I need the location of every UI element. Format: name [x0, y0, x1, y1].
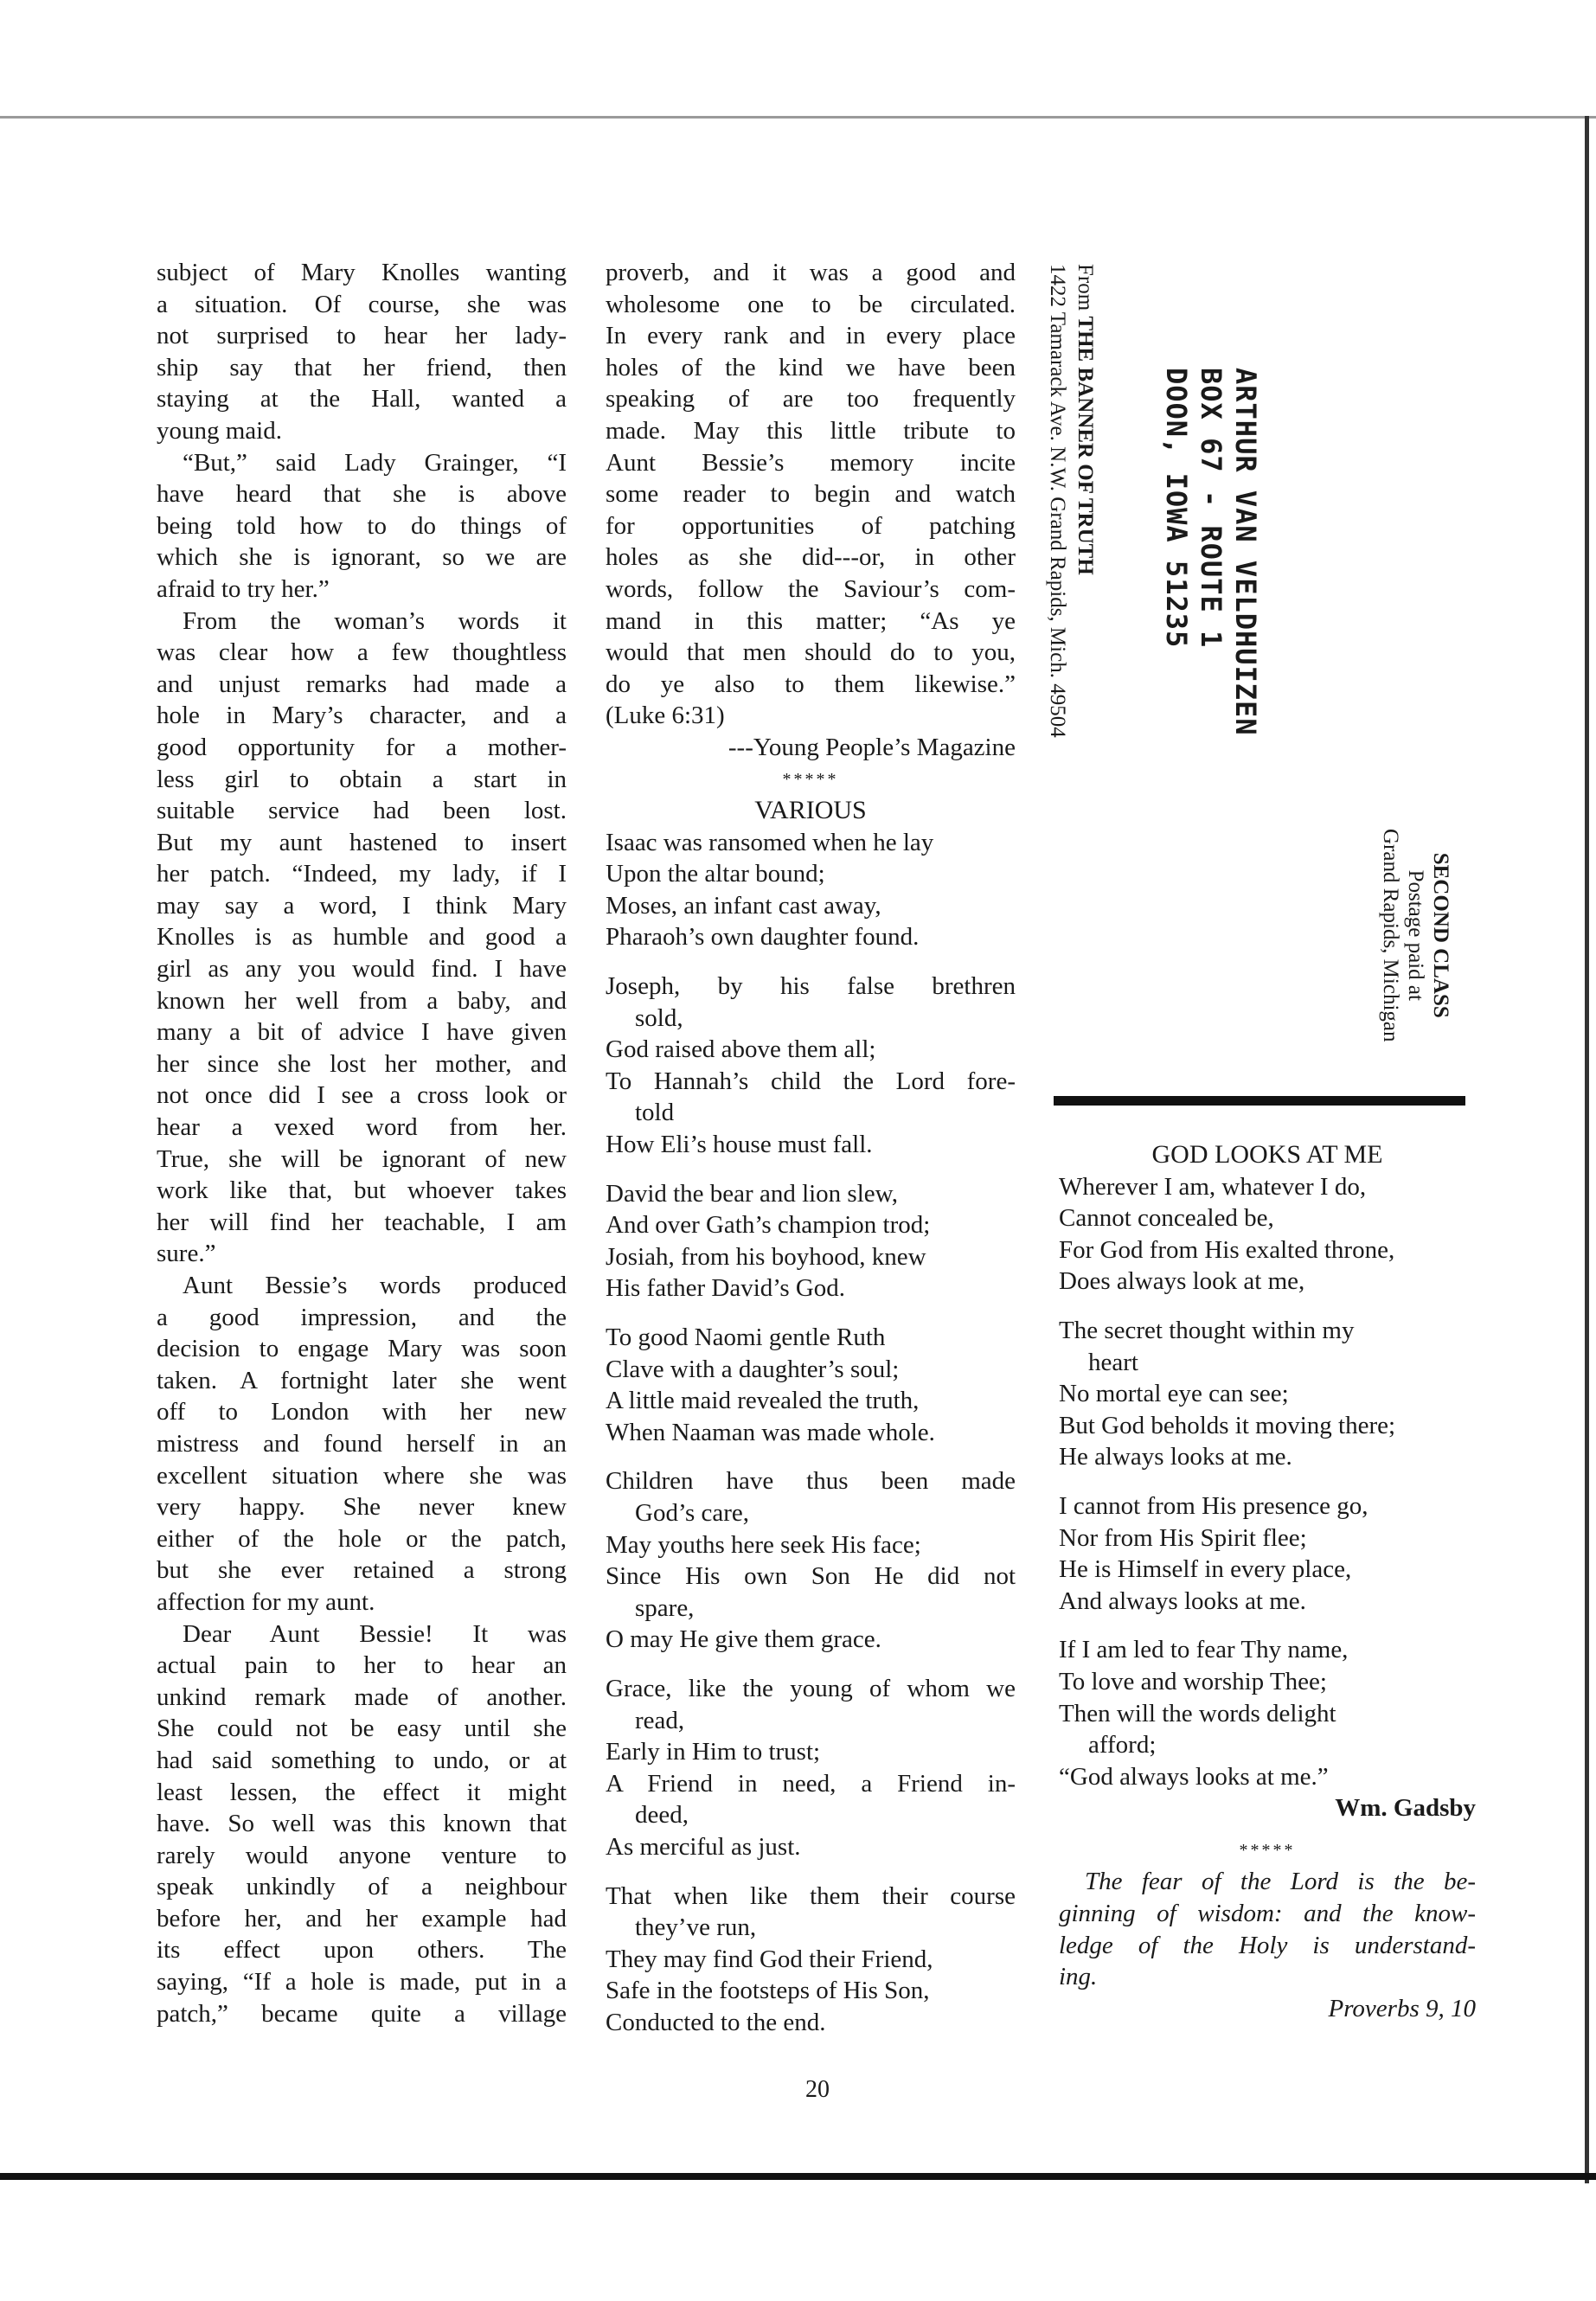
text-line: many a bit of advice I have given	[157, 1018, 567, 1047]
text-line: decision to engage Mary was soon	[157, 1335, 567, 1363]
poem-line: Isaac was ransomed when he lay	[606, 828, 934, 856]
text-line: ing.	[1059, 1963, 1098, 1991]
text-line: affection for my aunt.	[157, 1587, 375, 1616]
poem-line: Moses, an infant cast away,	[606, 891, 881, 920]
poem-line: Children have thus been made	[606, 1467, 1016, 1496]
text-line: afraid to try her.”	[157, 574, 330, 603]
return-address	[1043, 264, 1099, 738]
poem-line: A Friend in need, a Friend in-	[606, 1769, 1016, 1798]
postage-class: SECOND CLASS	[1429, 852, 1452, 1018]
publisher-address: 1422 Tamarack Ave. N.W. Grand Rapids, Mich. 49504	[1046, 264, 1069, 738]
recipient-line: DOON, IOWA 51235	[1160, 368, 1193, 649]
poem-line: The secret thought within my	[1059, 1316, 1355, 1344]
text-line: speak unkindly of a neighbour	[157, 1873, 567, 1901]
poem-line: Conducted to the end.	[606, 2008, 826, 2036]
poem-line: O may He give them grace.	[606, 1625, 881, 1654]
text-line: which she is ignorant, so we are	[157, 543, 567, 572]
poem-line: Grace, like the young of whom we	[606, 1674, 1016, 1702]
text-line: not surprised to hear her lady-	[157, 322, 567, 350]
text-line: was clear how a few thoughtless	[157, 638, 567, 667]
text-line: She could not be easy until she	[157, 1715, 567, 1743]
text-line: Dear Aunt Bessie! It was	[183, 1619, 567, 1648]
poem-line: To love and worship Thee;	[1059, 1667, 1327, 1695]
poem-line: afford;	[1088, 1731, 1157, 1759]
poem-line: His father David’s God.	[606, 1274, 846, 1303]
poem-line: God raised above them all;	[606, 1035, 876, 1064]
poem-line: To good Naomi gentle Ruth	[606, 1324, 886, 1351]
text-line: girl as any you would find. I have	[157, 955, 567, 984]
poem-line: And over Gath’s champion trod;	[606, 1211, 931, 1240]
text-line: staying at the Hall, wanted a	[157, 385, 567, 413]
mailing-divider-bar	[1054, 1096, 1465, 1106]
text-line: “But,” said Lady Grainger, “I	[183, 448, 567, 477]
stanza	[1059, 1315, 1476, 1473]
text-line: off to London with her new	[157, 1398, 567, 1426]
poem-line: Nor from His Spirit flee;	[1059, 1523, 1307, 1552]
recipient-line: ARTHUR VAN VELDHUIZEN	[1229, 368, 1262, 736]
text-line: good opportunity for a mother-	[157, 733, 567, 761]
text-line: ---Young People’s Magazine	[727, 733, 1016, 761]
postage-indicia	[1378, 829, 1453, 1042]
text-line: either of the hole or the patch,	[157, 1524, 567, 1553]
text-line: But my aunt hastened to insert	[157, 828, 567, 856]
text-line: may say a word, I think Mary	[157, 891, 567, 920]
text-line: mand in this matter; “As ye	[606, 606, 1016, 635]
poem-title-various: VARIOUS	[754, 796, 867, 825]
text-line: saying, “If a hole is made, put in a	[157, 1968, 567, 1997]
text-line: words, follow the Saviour’s com-	[606, 574, 1016, 603]
text-line: suitable service had been lost.	[157, 797, 567, 825]
poem-line: But God beholds it moving there;	[1059, 1411, 1396, 1439]
text-line: but she ever retained a strong	[157, 1556, 567, 1585]
text-line: would that men should do to you,	[606, 638, 1016, 667]
column-story-end-and-poem	[606, 257, 1016, 2038]
poem-line: “God always looks at me.”	[1059, 1762, 1329, 1791]
proverb-reference: Proverbs 9, 10	[1328, 1994, 1476, 2022]
stanza	[606, 1881, 1016, 2039]
text-line: and unjust remarks had made a	[157, 670, 567, 698]
text-line: sure.”	[157, 1240, 216, 1268]
text-line: holes of the kind we have been	[606, 353, 1016, 381]
text-line: unkind remark made of another.	[157, 1682, 567, 1711]
text-line: her patch. “Indeed, my lady, if I	[157, 860, 567, 888]
text-line: do ye also to them likewise.”	[606, 670, 1016, 698]
poem-line: He always looks at me.	[1059, 1443, 1292, 1471]
text-line: hear a vexed word from her.	[157, 1113, 567, 1142]
text-line: patch,” became quite a village	[157, 1999, 567, 2028]
poem-god-looks-at-me	[1059, 1171, 1476, 1793]
text-line: True, she will be ignorant of new	[157, 1144, 567, 1173]
text-line: young maid.	[157, 416, 282, 445]
poem-line: God’s care,	[635, 1498, 750, 1527]
poem-line: Wherever I am, whatever I do,	[1059, 1172, 1367, 1201]
text-line: Knolles is as humble and good a	[157, 923, 567, 952]
text-line: her will find her teachable, I am	[157, 1208, 567, 1236]
text-line: hole in Mary’s character, and a	[157, 702, 567, 730]
text-line: ginning of wisdom: and the know-	[1059, 1900, 1476, 1928]
poem-line: A little maid revealed the truth,	[606, 1387, 920, 1415]
publisher-name: THE BANNER OF TRUTH	[1074, 316, 1097, 575]
text-line: made. May this little tribute to	[606, 416, 1016, 445]
text-line: work like that, but whoever takes	[157, 1176, 567, 1205]
text-line: mistress and found herself in an	[157, 1429, 567, 1458]
text-line: least lessen, the effect it might	[157, 1778, 567, 1806]
text-line: before her, and her example had	[157, 1904, 567, 1932]
poem-title-god-looks: GOD LOOKS AT ME	[1151, 1140, 1383, 1169]
separator-stars: *****	[782, 769, 839, 789]
text-line: her since she lost her mother, and	[157, 1049, 567, 1078]
text-line: not once did I see a cross look or	[157, 1081, 567, 1110]
text-line: Aunt Bessie’s memory incite	[606, 448, 1016, 477]
page-right-border	[1585, 116, 1589, 2183]
stanza	[606, 971, 1016, 1161]
poem-line: Clave with a daughter’s soul;	[606, 1355, 900, 1383]
postage-line: Postage paid at	[1404, 869, 1427, 1001]
poem-line: Then will the words delight	[1059, 1699, 1336, 1727]
poem-line: He is Himself in every place,	[1059, 1555, 1352, 1584]
text-line: In every rank and in every place	[606, 322, 1016, 350]
poem-line: Safe in the footsteps of His Son,	[606, 1977, 930, 2005]
poem-line: Early in Him to trust;	[606, 1738, 821, 1766]
text-line: actual pain to her to hear an	[157, 1651, 567, 1680]
text-line: being told how to do things of	[157, 511, 567, 540]
text-line: Aunt Bessie’s words produced	[183, 1272, 567, 1299]
poem-line: they’ve run,	[635, 1913, 757, 1942]
text-line: rarely would anyone venture to	[157, 1841, 567, 1869]
text-line: From the woman’s words it	[183, 606, 567, 635]
stanza	[606, 827, 1016, 953]
text-line: subject of Mary Knolles wanting	[157, 259, 567, 286]
text-line: for opportunities of patching	[606, 511, 1016, 540]
stanza	[606, 1673, 1016, 1863]
poem-line: Pharaoh’s own daughter found.	[606, 923, 920, 952]
text-line: its effect upon others. The	[157, 1936, 567, 1965]
page-bottom-border	[0, 2173, 1596, 2180]
page-number: 20	[805, 2076, 830, 2103]
poem-line: I cannot from His presence go,	[1059, 1491, 1368, 1520]
text-line: holes as she did---or, in other	[606, 543, 1016, 572]
text-line: known her well from a baby, and	[157, 986, 567, 1015]
text-line: less girl to obtain a start in	[157, 765, 567, 793]
poem-line: They may find God their Friend,	[606, 1945, 933, 1973]
stanza	[606, 1465, 1016, 1656]
stanza	[1059, 1634, 1476, 1792]
poem-line: How Eli’s house must fall.	[606, 1131, 873, 1159]
poem-line: Joseph, by his false brethren	[606, 972, 1016, 1001]
poem-line: Cannot concealed be,	[1059, 1204, 1274, 1233]
text-line: a good impression, and the	[157, 1303, 567, 1331]
text-line: speaking of are too frequently	[606, 385, 1016, 413]
column-story	[157, 257, 567, 2029]
page-top-border	[0, 116, 1596, 119]
poem-line: Since His own Son He did not	[606, 1562, 1016, 1591]
poem-line: May youths here seek His face;	[606, 1530, 921, 1559]
stanza	[1059, 1490, 1476, 1617]
poem-line: deed,	[635, 1801, 689, 1830]
poem-line: heart	[1088, 1348, 1138, 1376]
story-conclusion	[606, 257, 1016, 764]
text-line: The fear of the Lord is the be-	[1085, 1868, 1476, 1896]
text-line: have heard that she is above	[157, 480, 567, 509]
text-line: a situation. Of course, she was	[157, 290, 567, 318]
text-line: have. So well was this known that	[157, 1810, 567, 1838]
poem-line: And always looks at me.	[1059, 1586, 1306, 1615]
poem-line: Upon the altar bound;	[606, 860, 825, 888]
column-god-looks	[1059, 1139, 1476, 2024]
poem-line: Josiah, from his boyhood, knew	[606, 1242, 926, 1271]
poem-various	[606, 827, 1016, 2039]
separator-stars: *****	[1239, 1840, 1296, 1860]
text-line: very happy. She never knew	[157, 1493, 567, 1522]
stanza	[1059, 1171, 1476, 1298]
poem-line: As merciful as just.	[606, 1832, 801, 1861]
text-line: proverb, and it was a good and	[606, 259, 1016, 286]
text-line: had said something to undo, or at	[157, 1746, 567, 1774]
text-line: excellent situation where she was	[157, 1461, 567, 1490]
postage-line: Grand Rapids, Michigan	[1379, 829, 1402, 1042]
poem-line: If I am led to fear Thy name,	[1059, 1636, 1349, 1664]
poem-line: spare,	[635, 1593, 695, 1622]
recipient-address-label	[1159, 368, 1263, 736]
text-line: (Luke 6:31)	[606, 702, 725, 730]
text-line: some reader to begin and watch	[606, 480, 1016, 509]
proverb-quote	[1059, 1866, 1476, 1992]
text-line: ship say that her friend, then	[157, 353, 567, 381]
text-line: ledge of the Holy is understand-	[1059, 1931, 1476, 1959]
from-prefix: From	[1074, 264, 1097, 311]
poem-line: No mortal eye can see;	[1059, 1380, 1289, 1408]
stanza	[606, 1178, 1016, 1304]
stanza	[606, 1322, 1016, 1448]
recipient-line: BOX 67 - ROUTE 1	[1195, 368, 1227, 649]
poem-line: told	[635, 1099, 675, 1127]
poem-line: To Hannah’s child the Lord fore-	[606, 1067, 1016, 1095]
text-line: taken. A fortnight later she went	[157, 1366, 567, 1394]
poem-line: Does always look at me,	[1059, 1267, 1305, 1296]
poem-line: David the bear and lion slew,	[606, 1179, 898, 1208]
poem-line: sold,	[635, 1003, 683, 1032]
poem-author: Wm. Gadsby	[1335, 1794, 1476, 1823]
poem-line: For God from His exalted throne,	[1059, 1235, 1395, 1264]
poem-line: When Naaman was made whole.	[606, 1418, 935, 1446]
poem-line: That when like them their course	[606, 1881, 1016, 1910]
text-line: wholesome one to be circulated.	[606, 290, 1016, 318]
poem-line: read,	[635, 1706, 685, 1734]
